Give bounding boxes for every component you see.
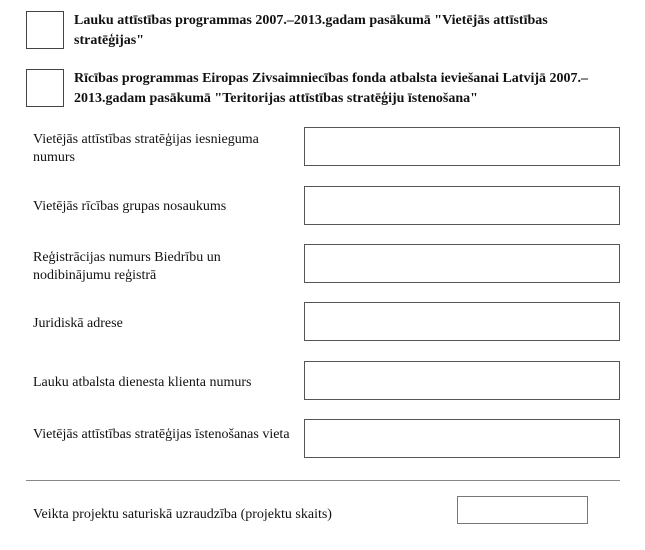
checkbox-fisheries-program[interactable] [26,69,64,107]
field-label-group-name: Vietējās rīcības grupas nosaukums [33,199,227,214]
client-number-input[interactable] [304,361,620,400]
project-count-input[interactable] [457,496,588,524]
field-label-strategy-number: Vietējās attīstības stratēģijas iesnieguma numurs [33,132,259,165]
field-label-client-number: Lauku atbalsta dienesta klienta numurs [33,375,252,390]
checkbox-lap-program-label: Lauku attīstības programmas 2007.–2013.gadam pasākumā "Vietējās attīstības stratēģijas" [74,13,548,48]
field-label-implementation-place: Vietējās attīstības stratēģijas īstenošanas vieta [33,427,290,442]
field-label-legal-address: Juridiskā adrese [33,316,123,331]
checkbox-lap-program[interactable] [26,11,64,49]
group-name-input[interactable] [304,186,620,225]
field-label-registration-number: Reģistrācijas numurs Biedrību un nodibinājumu reģistrā [33,250,221,283]
supervision-label: Veikta projektu saturiskā uzraudzība (projektu skaits) [33,507,332,522]
registration-number-input[interactable] [304,244,620,283]
checkbox-fisheries-program-label: Rīcības programmas Eiropas Zivsaimniecības fonda atbalsta ieviešanai Latvijā 2007.–2013.gadam pasākumā "Teritorijas attīstības stratēģiju īstenošana" [74,71,589,106]
strategy-number-input[interactable] [304,127,620,166]
implementation-place-input[interactable] [304,419,620,458]
legal-address-input[interactable] [304,302,620,341]
section-divider [26,480,620,481]
